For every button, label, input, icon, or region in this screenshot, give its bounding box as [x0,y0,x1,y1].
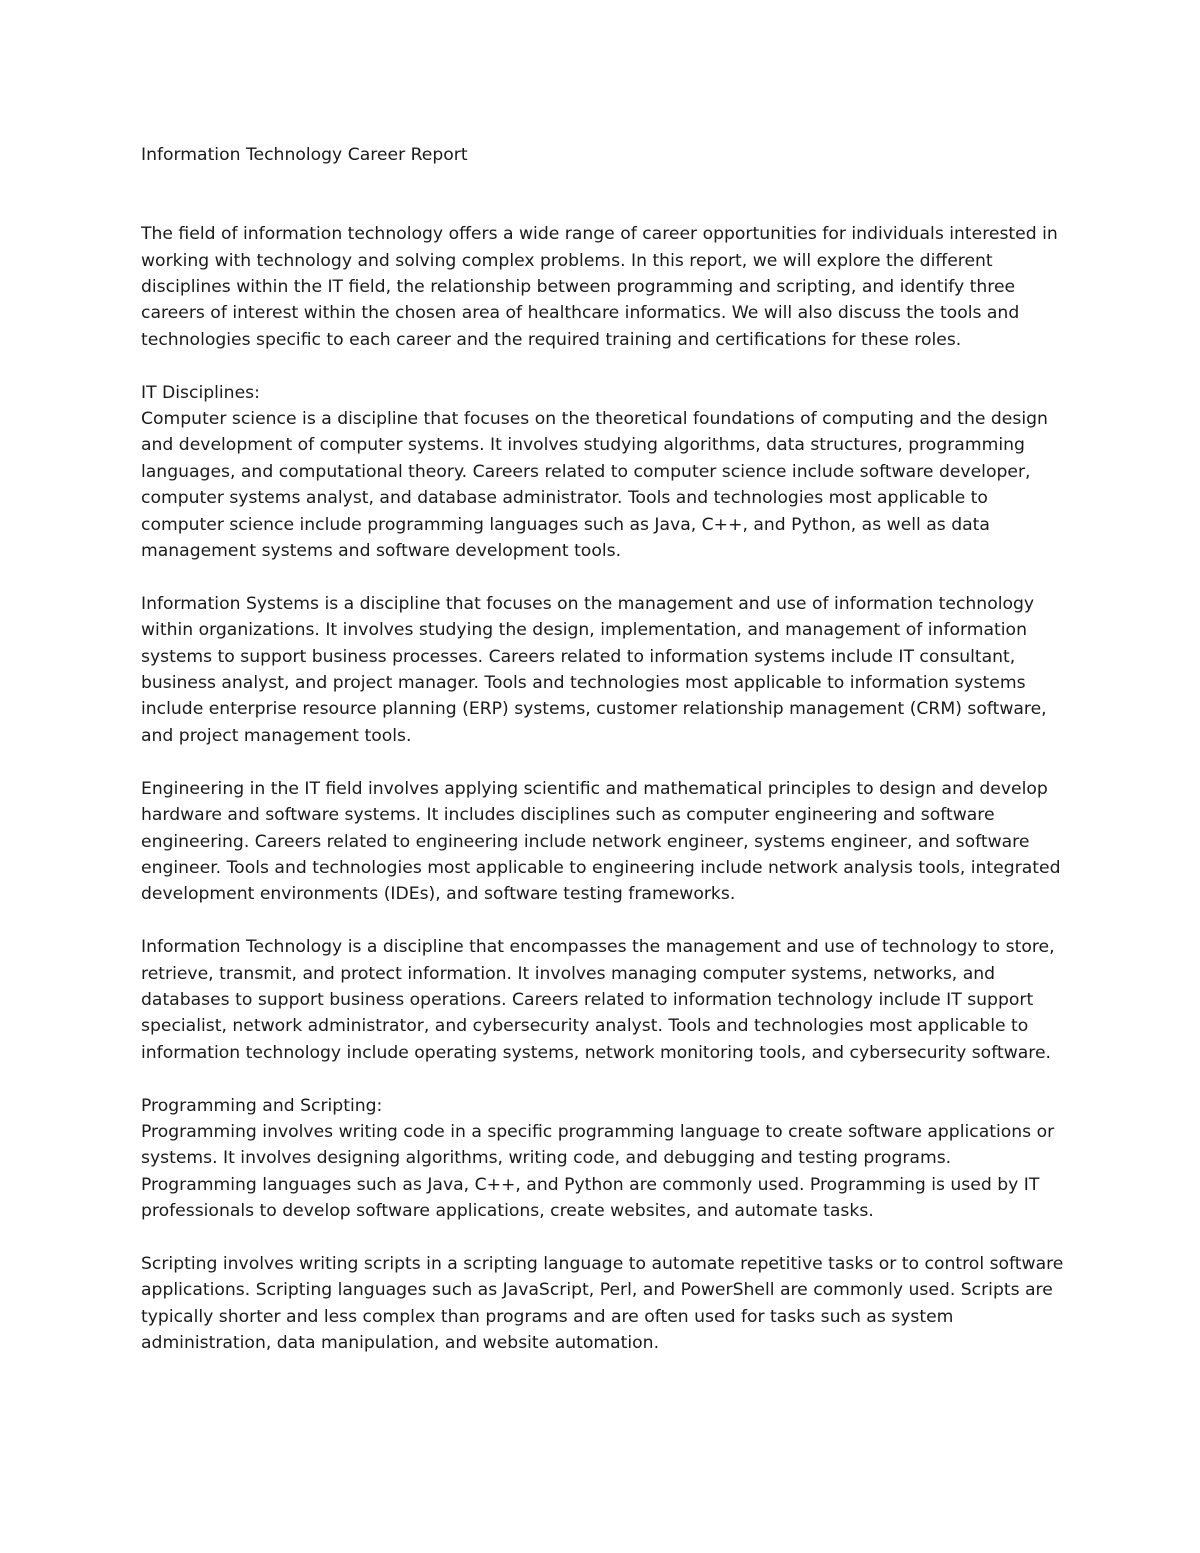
programming-scripting-heading: Programming and Scripting: [141,1095,383,1116]
information-technology-paragraph: Information Technology is a discipline that encompasses the management and use of technology to store, retrieve, transmit, and protect information. It involves managing computer systems, networks, and databases to support business operations. Careers related to information technology include IT support specialist, network administrator, and cybersecurity analyst. Tools and technologies most applicable to information technology include operating systems, network monitoring tools, and cybersecurity software. [141,937,1055,1063]
engineering-paragraph: Engineering in the IT field involves applying scientific and mathematical principles to design and develop hardware and software systems. It includes disciplines such as computer engineering and software engineering. Careers related to engineering include network engineer, systems engineer, and software engineer. Tools and technologies most applicable to engineering include network analysis tools, integrated development environments (IDEs), and software testing frameworks. [141,778,1061,905]
document-body [141,142,1066,1357]
information-systems-paragraph: Information Systems is a discipline that focuses on the management and use of information technology within organizations. It involves studying the design, implementation, and management of information systems to support business processes. Careers related to information systems include IT consultant, business analyst, and project manager. Tools and technologies most applicable to information systems include enterprise resource planning (ERP) systems, customer relationship management (CRM) software, and project management tools. [141,593,1047,746]
programming-paragraph: Programming involves writing code in a specific programming language to create software applications or systems. It involves designing algorithms, writing code, and debugging and testing programs. Programming languages such as Java, C++, and Python are commonly used. Programming is used by IT professionals to develop software applications, create websites, and automate tasks. [141,1121,1055,1222]
computer-science-paragraph: Computer science is a discipline that focuses on the theoretical foundations of computing and the design and development of computer systems. It involves studying algorithms, data structures, programming languages, and computational theory. Careers related to computer science include software developer, computer systems analyst, and database administrator. Tools and technologies most applicable to computer science include programming languages such as Java, C++, and Python, as well as data management systems and software development tools. [141,409,1048,562]
intro-paragraph: The field of information technology offers a wide range of career opportunities for individuals interested in working with technology and solving complex problems. In this report, we will explore the different disciplines within the IT field, the relationship between programming and scripting, and identify three careers of interest within the chosen area of healthcare informatics. We will also discuss the tools and technologies specific to each career and the required training and certifications for these roles. [141,224,1058,350]
it-disciplines-heading: IT Disciplines: [141,382,260,403]
scripting-paragraph: Scripting involves writing scripts in a scripting language to automate repetitive tasks or to control software applications. Scripting languages such as JavaScript, Perl, and PowerShell are commonly used. Scripts are typically shorter and less complex than programs and are often used for tasks such as system administration, data manipulation, and website automation. [141,1253,1064,1354]
document-title: Information Technology Career Report [141,145,468,165]
